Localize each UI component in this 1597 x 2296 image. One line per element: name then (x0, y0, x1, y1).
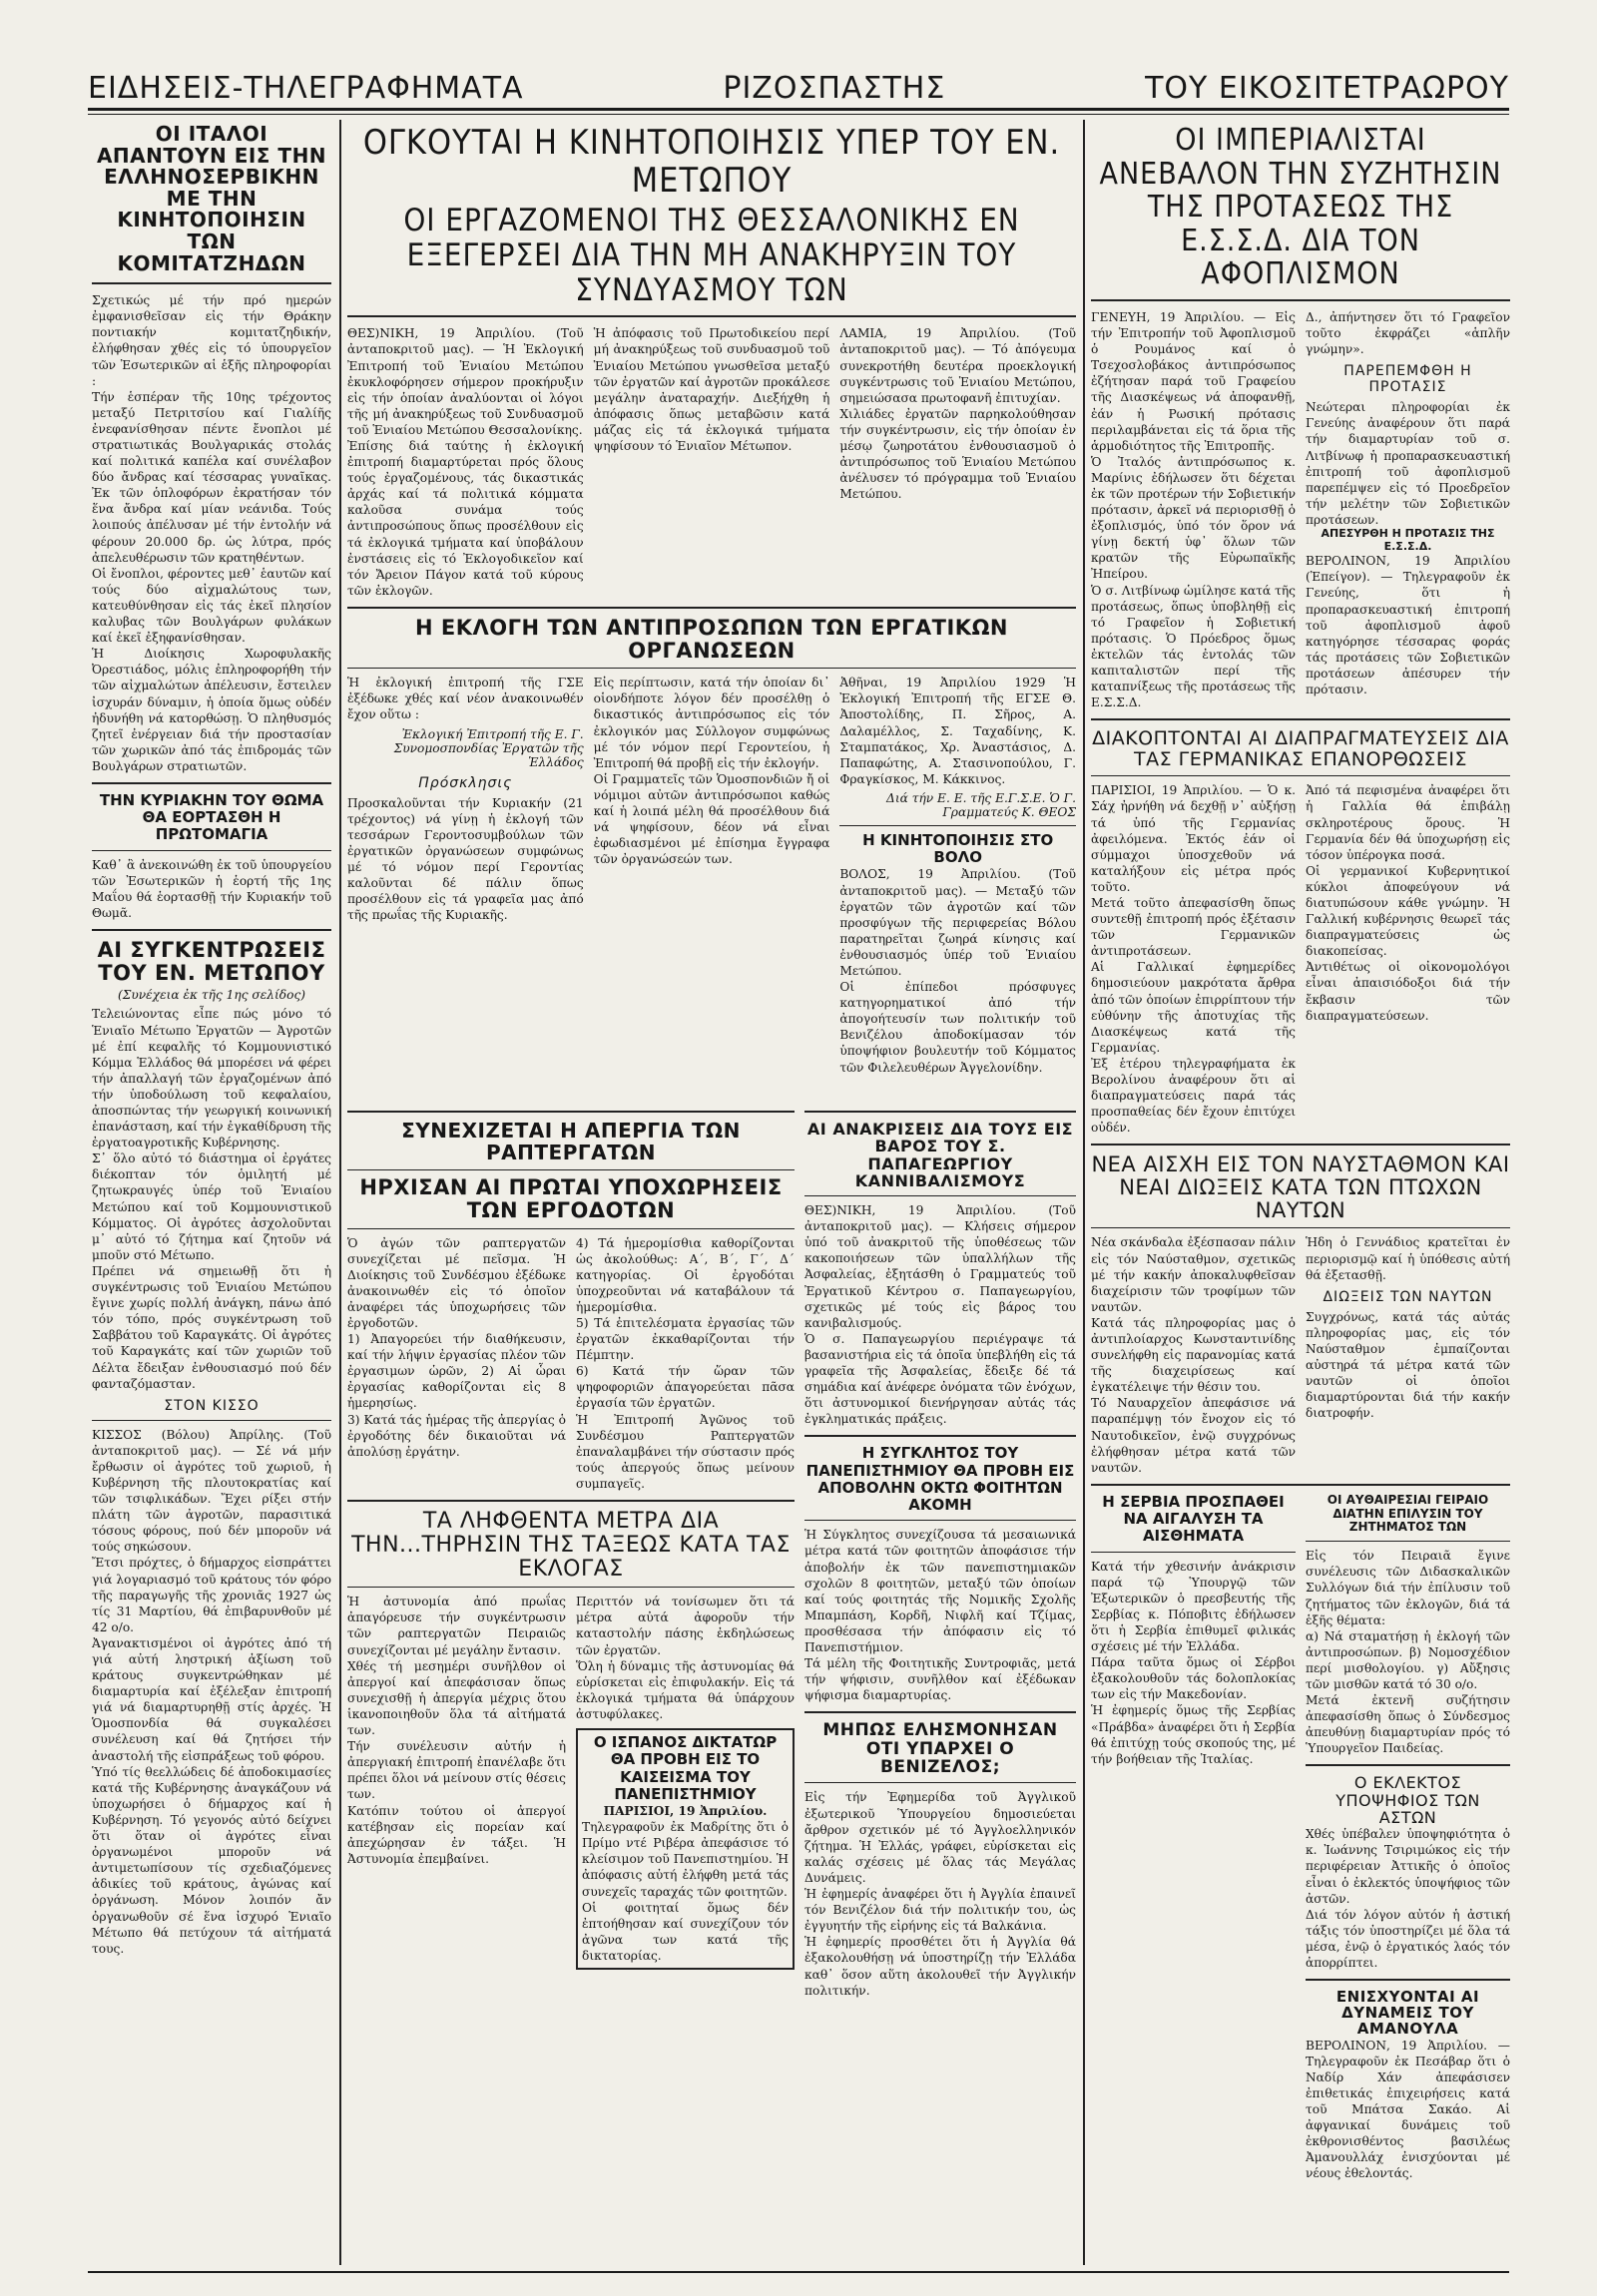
article-paragraph: Εἰς τήν Ἐφημερίδα τοῦ Ἀγγλικοῦ ἐξωτερικοῦ Ὑπουργείου δημοσιεύεται ἄρθρον σχετικόν μέ τό Ἀγγλοελληνικόν ζήτημα. Ἡ Ἐλλάς, γράφει, εὑρίσκεται εἰς καλάς σχέσεις μέ ὅλας τάς Μεγάλας Δυνάμεις. (804, 1790, 1076, 1885)
article-paragraph: Οἱ ἐπίπεδοι πρόσφυγες κατηγορηματικοί ἀπό τήν ἀπογοήτευσίν των πολιτικήν τοῦ Βενιζέλου ἀποδοκίμασαν τόν ὑποψήφιον βουλευτήν τοῦ Κόμματος τῶν Φιλελευθέρων Ἀγγελονίδην. (839, 980, 1077, 1075)
article-paragraph: Διά τόν λόγον αὐτόν ἡ ἀστική τάξις τόν ὑποστηρίζει μέ ὅλα τά μέσα, ἐνῷ ὁ ἐργατικός λαός τόν ἀπορρίπτει. (1306, 1907, 1510, 1970)
article-paragraph: Κατά τάς πληροφορίας μας ὁ ἀντιπλοίαρχος Κωνσταντινίδης συνελήφθη εἰς παρανομίας κατά τῆς διαχειρίσεως καί ἐγκατέλειψε τήν θέσιν του. (1091, 1315, 1296, 1395)
main-story (347, 123, 1077, 1075)
article-paragraph: Πάρα ταῦτα ὅμως οἱ Σέρβοι ἐξακολουθοῦν τάς δολοπλοκίας των εἰς τήν Μακεδονίαν. (1091, 1655, 1296, 1702)
article-paragraph: ΒΕΡΟΛΙΝΟΝ, 19 Ἀπριλίου. — Τηλεγραφοῦν ἐκ Πεσάβαρ ὅτι ὁ Ναδίρ Χάν ἀπεφάσισεν ἐπιθετικάς ἐπιχειρήσεις κατά τοῦ Μπάτσα Σακάο. Αἱ ἀφγανικαί δυνάμεις τοῦ ἐκθρονισθέντος βασιλέως Ἀμανουλλάχ ἐνισχύονται μέ νέους ἐθελοντάς. (1306, 2038, 1510, 2181)
headline-candidate: Ο ΕΚΛΕΚΤΟΣ ΥΠΟΨΗΦΙΟΣ ΤΩΝ ΑΣΤΩΝ (1335, 1773, 1480, 1827)
column-right (1091, 124, 1510, 2269)
headline-naval-base: ΝΕΑ ΑΙΣΧΗ ΕΙΣ ΤΟΝ ΝΑΥΣΤΑΘΜΟΝ ΚΑΙ ΝΕΑΙ ΔΙΩΞΕΙΣ ΚΑΤΑ ΤΩΝ ΠΤΩΧΩΝ ΝΑΥΤΩΝ (1091, 1152, 1510, 1222)
subheadline-employers: ΗΡΧΙΣΑΝ ΑΙ ΠΡΩΤΑΙ ΥΠΟΧΩΡΗΣΕΙΣ ΤΩΝ ΕΡΓΟΔΟΤΩΝ (359, 1175, 783, 1222)
top-rule-thin (88, 114, 1509, 115)
article-paragraph: ΒΟΛΟΣ, 19 Ἀπριλίου. (Τοῦ ἀνταποκριτοῦ μας). — Μεταξύ τῶν ἐργατῶν τῶν ἀγροτῶν καί τῶν προσφύγων τῆς περιφερείας Βόλου παρατηρεῖται ζωηρά κίνησις καί ἐνθουσιασμός ὑπέρ τοῦ Ἑνιαίου Μετώπου. (839, 867, 1077, 978)
article-paragraph: Ὁ σ. Παπαγεωργίου περιέγραψε τά βασανιστήρια εἰς τά ὁποῖα ὑπεβλήθη εἰς τά γραφεῖα τῆς Ἀσφαλείας, ἔδειξε δέ τά σημάδια καί ἀνέφερε ὀνόματα τῶν ἐνόχων, ὅτι ἀστυνομικοί διενήργησαν αὐτάς τάς ἐγκληματικάς πράξεις. (804, 1331, 1076, 1427)
article-paragraph: Ὅλη ἡ δύναμις τῆς ἀστυνομίας θά εὑρίσκεται εἰς ἐπιφυλακήν. Εἰς τά ἐκλογικά τμήματα θά ὑπάρχουν ἀστυφύλακες. (576, 1658, 795, 1721)
article-paragraph: Συγχρόνως, κατά τάς αὐτάς πληροφορίας μας, εἰς τόν Ναύσταθμον ἐμπαίζονται αὐστηρά τά μέτρα κατά τῶν ναυτῶν οἱ ὁποῖοι διαμαρτύρονται διά τήν κακήν διατροφήν. (1306, 1309, 1510, 1421)
bottom-rule (88, 2271, 1509, 2273)
signature: Διά τήν Ε. Ε. τῆς Ε.Γ.Σ.Ε. Ὁ Γ. Γραμματεύς Κ. ΘΕΟΣ (886, 790, 1077, 819)
article-paragraph: 5) Τά ἐπιτελέσματα ἐργασίας τῶν ἐργατῶν ἐκκαθαρίζονται τήν Πέμπτην. (576, 1316, 795, 1363)
article-paragraph: 6) Κατά τήν ὥραν τῶν ψηφοφοριῶν ἀπαγορεύεται πᾶσα ἐργασία τῶν ἐργατῶν. (576, 1364, 795, 1411)
article-paragraph: Ἀγανακτισμένοι οἱ ἀγρότες ἀπό τή γιά αὐτή ληστρική ἀξίωση τοῦ κράτους συγκεντρώθηκαν μέ διαμαρτυρία καί ἐξέλεξαν ἐπιτροπή γιά νά διαμαρτυρηθῇ στίς ἀρχές. Ἡ Ὁμοσπονδία θά συγκαλέσει συνέλευση καί θά ζητήσει τήν ἀναστολή τῆς εἰσπράξεως τοῦ φόρου. (92, 1635, 331, 1763)
article-paragraph: Ἡ ἐκλογική ἐπιτροπή τῆς ΓΣΕ ἐξέδωκε χθές καί νέον ἀνακοινωθέν ἔχον οὕτω : (347, 676, 584, 722)
article-paragraph: ΘΕΣ)ΝΙΚΗ, 19 Ἀπριλίου. (Τοῦ ἀνταποκριτοῦ μας). — Κλήσεις σήμερον ὑπό τοῦ ἀνακριτοῦ τῆς ὑποθέσεως τῶν κακοποιήσεων τῶν ὑπαλλήλων τῆς Ἀσφαλείας, ἐξητάσθη ὁ Γραμματεύς τοῦ Ἐργατικοῦ Κέντρου σ. Παπαγεωργίου, σχετικῶς μέ τούς εἰς βάρος του κανιβαλισμούς. (804, 1203, 1076, 1330)
subhead-kissos: ΣΤΟΝ ΚΙΣΣΟ (164, 1397, 260, 1414)
headline-rallies: ΑΙ ΣΥΓΚΕΝΤΡΩΣΕΙΣ ΤΟΥ ΕΝ. ΜΕΤΩΠΟΥ (97, 938, 326, 985)
article-paragraph: Οἱ φοιτηταί ὅμως δέν ἐπτοήθησαν καί συνεχίζουν τόν ἀγῶνα των κατά τῆς δικτατορίας. (582, 1900, 789, 1963)
section-label: ΕΙΔΗΣΕΙΣ-ΤΗΛΕΓΡΑΦΗΜΑΤΑ (88, 71, 524, 106)
article-paragraph: Τήν ἑσπέραν τῆς 10ης τρέχοντος μεταξύ Πετριτσίου καί Γιαλίῆς ἐνεφανίσθησαν πέντε ἔνοπλοι μέ στρατιωτικάς Βουλγαρικάς στολάς καί πολιτικά καπέλα καί συνέλαβον δύο ἄνδρας καί τέσσαρας γυναῖκας. Ἐκ τῶν ὁπλοφόρων ἐκρατήσαν τόν ἕνα ἄνδρα καί μίαν νεάνιδα. Τούς λοιπούς ἀπέλυσαν μέ τήν ἐντολήν νά φέρουν 20.000 δρ. ὡς λύτρα, πρός ἀπελευθέρωσιν τῶν κρατηθέντων. (92, 389, 331, 565)
running-head (88, 66, 1509, 106)
section-label-right: ΤΟΥ ΕΙΚΟΣΙΤΕΤΡΑΩΡΟΥ (1145, 71, 1509, 106)
article-paragraph: Ἡ ἐφημερίς προσθέτει ὅτι ἡ Ἀγγλία θά ἐξακολουθήσῃ νά ὑποστηρίζῃ τήν Ἑλλάδα καθ᾽ ὅσον αὕτη ἀκολουθεῖ τήν Ἀγγλικήν πολιτικήν. (804, 1935, 1076, 1998)
subhead-referred: ΠΑΡΕΠΕΜΦΘΗ Η ΠΡΟΤΑΣΙΣ (1343, 363, 1472, 396)
headline-venizelos: ΜΗΠΩΣ ΕΛΗΣΜΟΝΗΣΑΝ ΟΤΙ ΥΠΑΡΧΕΙ Ο ΒΕΝΙΖΕΛΟΣ; (822, 1720, 1058, 1778)
article-paragraph: Τά μέλη τῆς Φοιτητικῆς Συντροφιᾶς, μετά τήν ψήφισιν, συνῆλθον καί ἐξέδωκαν ψήφισμα διαμαρτυρίας. (804, 1656, 1076, 1703)
article-paragraph: Ἡ ἀστυνομία ἀπό πρωΐας ἀπαγόρευσε τήν συγκέντρωσιν τῶν ραπτεργατῶν Πειραιῶς συνεχίζονται μέ μεγάλην ἔντασιν. (347, 1595, 566, 1657)
article-paragraph: 4) Τά ἡμερομίσθια καθορίζονται ὡς ἀκολούθως: Α΄, Β΄, Γ΄, Δ΄ κατηγορίας. Οἱ ἐργοδόται ὑποχρεοῦνται νά καταβάλουν τά ἡμερομίσθια. (576, 1235, 795, 1314)
article-paragraph: Δ., ἀπήντησεν ὅτι τό Γραφεῖον τοῦτο ἐκφράζει «ἁπλῆν γνώμην». (1306, 309, 1510, 357)
column-left (92, 124, 331, 2269)
article-paragraph: Ἔτσι πρόχτες, ὁ δήμαρχος εἰσπράττει γιά λογαριασμό τοῦ κράτους τόν φόρο τῆς παραγωγῆς τῆς χρονιᾶς 1927 ὡς τίς 31 Μαρτίου, θά ἐπιβαρυνθοῦν μέ 42 ο/ο. (92, 1556, 331, 1634)
article-paragraph: Ὁ Ἰταλός ἀντιπρόσωπος κ. Μαρίνις ἐδήλωσεν ὅτι δέχεται ἐκ τῶν προτέρων τήν Σοβιετικήν πρότασιν, ἀρκεῖ νά περιορισθῇ ὁ ἐξοπλισμός, ὑπό τόν ὅρον νά γίνῃ δεκτή ὑφ᾽ ὅλων τῶν κρατῶν τῆς Εὐρωπαϊκῆς Ἠπείρου. (1091, 454, 1296, 582)
article-paragraph: Περιττόν νά τονίσωμεν ὅτι τά μέτρα αὐτά ἀφοροῦν τήν καταστολήν πάσης ἐκδηλώσεως τῶν ἐργατῶν. (576, 1595, 795, 1657)
article-paragraph: ΓΕΝΕΥΗ, 19 Ἀπριλίου. — Εἰς τήν Ἐπιτροπήν τοῦ Ἀφοπλισμοῦ ὁ Ρουμάνος καί ὁ Τσεχοσλοβάκος ἀντιπρόσωπος ἐζήτησαν παρά τοῦ Γραφείου τῆς Διασκέψεως νά ἀποφανθῇ, ἐάν ἡ Ρωσική πρότασις περιλαμβάνεται εἰς τά ὅρια τῆς ἁρμοδιότητος τῆς Ἐπιτροπῆς. (1091, 309, 1296, 453)
continuation-note: (Συνέχεια ἐκ τῆς 1ης σελίδος) (117, 988, 306, 1003)
newspaper-name: ΡΙΖΟΣΠΑΣΤΗΣ (723, 71, 946, 106)
headline-may-day: ΤΗΝ ΚΥΡΙΑΚΗΝ ΤΟΥ ΘΩΜΑ ΘΑ ΕΟΡΤΑΣΘΗ Η ΠΡΩΤΟΜΑΓΙΑ (99, 790, 324, 844)
article-paragraph: Ἡ Ἐπιτροπή Ἀγῶνος τοῦ Συνδέσμου Ραπτεργατῶν ἐπαναλαμβάνει τήν σύστασιν πρός τούς ἀπεργούς ὅπως μείνουν συμπαγεῖς. (576, 1412, 795, 1491)
headline-italians: ΟΙ ΙΤΑΛΟΙ ΑΠΑΝΤΟΥΝ ΕΙΣ ΤΗΝ ΕΛΛΗΝΟΣΕΡΒΙΚΗΝ ΜΕ ΤΗΝ ΚΙΝΗΤΟΠΟΙΗΣΙΝ ΤΩΝ ΚΟΜΙΤΑΤΖΗΔΩΝ (96, 122, 327, 275)
article-paragraph: Τηλεγραφοῦν ἐκ Μαδρίτης ὅτι ὁ Πρίμο ντέ Ριβέρα ἀπεφάσισε τό κλείσιμον τοῦ Πανεπιστημίου. Ἡ ἀπόφασις αὐτή ἐλήφθη μετά τάς συνεχεῖς ταραχάς τῶν φοιτητῶν. (582, 1820, 789, 1899)
article-paragraph: Νέα σκάνδαλα ἐξέσπασαν πάλιν εἰς τόν Ναύσταθμον, σχετικῶς μέ τήν κακήν ἀποκαλυφθεῖσαν διαχείρισιν τῶν τροφίμων τῶν ναυτῶν. (1091, 1235, 1296, 1314)
article-paragraph: Τελειώνοντας εἶπε πώς μόνο τό Ἑνιαῖο Μέτωπο Ἐργατῶν — Ἀγροτῶν μέ ἐπί κεφαλῆς τό Κομμουνιστικό Κόμμα Ἑλλάδος θά μπορέσει νά φέρει τήν ἀπαλλαγή τῶν ἐργαζομένων ἀπό τήν ὑποδούλωση τοῦ κεφαλαίου, ἀποσπώντας τήν γεωργική κοινωνική ἐπανάσταση, καί τήν ἐγκαθίδρυση τῆς ἐργατοαγροτικῆς Κυβέρνησης. (92, 1007, 331, 1150)
headline-university: Η ΣΥΓΚΛΗΤΟΣ ΤΟΥ ΠΑΝΕΠΙΣΤΗΜΙΟΥ ΘΑ ΠΡΟΒΗ ΕΙΣ ΑΠΟΒΟΛΗΝ ΟΚΤΩ ΦΟΙΤΗΤΩΝ ΑΚΟΜΗ (805, 1444, 1075, 1515)
box-spanish-dictator (576, 1728, 795, 1970)
article-paragraph: Ἐξ ἑτέρου τηλεγραφήματα ἐκ Βερολίνου ἀναφέρουν ὅτι αἱ διαπραγματεύσεις παρά τάς προσπαθείας δέν ἔχουν ἐπιτύχει οὐδέν. (1091, 1056, 1296, 1136)
headline-volos: Η ΚΙΝΗΤΟΠΟΙΗΣΙΣ ΣΤΟ ΒΟΛΟ (862, 830, 1054, 867)
article-paragraph: Αἱ Γαλλικαί ἐφημερίδες δημοσιεύουν μακρότατα ἄρθρα ἀπό τῶν ὁποίων ἐπιρρίπτουν τήν εὐθύνην τῆς ἀποτυχίας τῆς Διασκέψεως κατά τῆς Γερμανίας. (1091, 960, 1296, 1055)
article-paragraph: Εἰς περίπτωσιν, κατά τήν ὁποίαν δι᾽ οἱονδήποτε λόγον δέν προσέλθῃ ὁ δικαστικός ἀντιπρόσωπος εἰς τόν ἐκλογικόν μας Σύλλογον συμφώνως μέ τόν νόμον περί Γεροντείου, ἡ Ἐπιτροπή θά προβῇ εἰς τήν ἐκλογήν. (593, 676, 830, 770)
article-paragraph: Προσκαλοῦνται τήν Κυριακήν (21 τρέχοντος) νά γίνῃ ἡ ἐκλογή τῶν τεσσάρων Γεροντοσυμβούλων τῶν ἐργατικῶν ὀργανώσεων συμφώνως μέ τό νόμον περί Γεροντίας καλοῦνται δέ πάλιν ὅπως προσέλθουν εἰς τά γραφεῖα μας ἀπό τῆς πρωΐας τῆς Κυριακῆς. (347, 795, 584, 923)
article-paragraph: Σ᾽ ὅλο αὐτό τό διάστημα οἱ ἐργάτες διέκοπταν τόν ὁμιλητή μέ ζητωκραυγές ὑπέρ τοῦ Ἑνιαίου Μετώπου καί τοῦ Κομμουνιστικοῦ Κόμματος. Οἱ ἀγρότες ἀσχολοῦνται μ᾽ αὐτό τό ζήτημα καί ζητοῦν νά μποῦν στό Μέτωπο. (92, 1151, 331, 1262)
signature: Ἐκλογική Ἐπιτροπή τῆς Ε. Γ. Συνομοσπονδίας Ἐργατῶν τῆς Ἑλλάδος (393, 726, 584, 769)
article-paragraph: Πρέπει νά σημειωθῇ ὅτι ἡ συγκέντρωσις τοῦ Ἑνιαίου Μετώπου ἔγινε χωρίς πολλή ἀνάγκη, πάνω ἀπό τόν τόπο, πρός συγκέντρωση τοῦ Σαββάτου τοῦ Καραγκάτς. Οἱ ἀγρότες τοῦ Καραγκάτς καί τῶν χωριῶν τοῦ Δέλτα ἔδειξαν ἐνθουσιασμό πού δέν φανταζόμασταν. (92, 1263, 331, 1391)
strike-story (347, 1103, 795, 2270)
article-paragraph: Κατόπιν τούτου οἱ ἀπεργοί κατέβησαν εἰς πορείαν καί ἀπεχώρησαν ἐν τάξει. Ἡ Ἀστυνομία ἐπεμβαίνει. (347, 1803, 566, 1866)
headline-spanish-dictator: Ο ΙΣΠΑΝΟΣ ΔΙΚΤΑΤΩΡ ΘΑ ΠΡΟΒΗ ΕΙΣ ΤΟ ΚΑΙΣΕΙΣΜΑ ΤΟΥ ΠΑΝΕΠΙΣΤΗΜΙΟΥ (593, 1733, 778, 1803)
article-paragraph: Κατά τήν χθεσινήν ἀνάκρισιν παρά τῷ Ὑπουργῷ τῶν Ἐξωτερικῶν ὁ πρεσβευτής τῆς Σερβίας κ. Πόποβιτς ἐδήλωσεν ὅτι ἡ Σερβία ἐπιθυμεῖ φιλικάς σχέσεις μέ τήν Ἑλλάδα. (1091, 1559, 1296, 1654)
article-paragraph: Σχετικώς μέ τήν πρό ημερών ἐμφανισθεῖσαν εἰς τήν Θράκην ποντιακήν κομιτατζηδικήν, ἐλήφθησαν χθές εἰς τό ὑπουργεῖον τῶν Ἐσωτερικῶν αἱ ἑξῆς πληροφορίαι : (92, 293, 331, 388)
article-paragraph: Εἰς τόν Πειραιᾶ ἔγινε συνέλευσις τῶν Διδασκαλικῶν Συλλόγων διά τήν ἐπίλυσιν τοῦ ζητήματος τῶν ἐκλογῶν, διά τά ἑξῆς θέματα: (1306, 1549, 1510, 1627)
top-rule (88, 108, 1509, 111)
headline-election-reps: Η ΕΚΛΟΓΗ ΤΩΝ ΑΝΤΙΠΡΟΣΩΠΩΝ ΤΩΝ ΕΡΓΑΤΙΚΩΝ ΟΡΓΑΝΩΣΕΩΝ (414, 615, 1008, 663)
article-paragraph: Ὑπό τίς θεελλώδεις δέ ἀποδοκιμασίες κατά τῆς Κυβέρνησης ἀναγκάζουν νά ὑποχωρήσει ὁ δήμαρχος καί ἡ Κυβέρνηση. Τό γεγονός αὐτό δείχνει ὅτι ὅταν οἱ ἀγρότες εἶναι ὀργανωμένοι μποροῦν νά ἀντιμετωπίσουν τίς σχεδιαζόμενες ἀδικίες τοῦ κράτους, ἀγώνας καί ὀργάνωση. Μόνον λοιπόν ἄν ὀργανωθοῦν σέ ἕνα ἰσχυρό Ἑνιαῖο Μέτωπο θά πετύχουν τά αἰτήματά τους. (92, 1764, 331, 1956)
article-paragraph: ΒΕΡΟΛΙΝΟΝ, 19 Ἀπριλίου (Ἐπείγον). — Τηλεγραφοῦν ἐκ Γενεύης, ὅτι ἡ προπαρασκευαστική ἐπιτροπή τοῦ ἀφοπλισμοῦ ἀφοῦ κατηγόρησε τέσσαρας φοράς τάς προτάσεις τῶν Σοβιετικῶν προτάσεων ἀπέσυρεν τήν πρότασιν. (1306, 554, 1510, 697)
headline-reparations: ΔΙΑΚΟΠΤΟΝΤΑΙ ΑΙ ΔΙΑΠΡΑΓΜΑΤΕΥΣΕΙΣ ΔΙΑ ΤΑΣ ΓΕΡΜΑΝΙΚΑΣ ΕΠΑΝΟΡΘΩΣΕΙΣ (1092, 727, 1509, 770)
article-paragraph: Οἱ ἔνοπλοι, φέροντες μεθ᾽ ἑαυτῶν καί τούς δύο αἰχμαλώτους των, κατευθύνθησαν εἰς τάς ἐκεῖ πλησίον καλυβας τῶν Βουλγάρων φυλάκων καί ἐκεῖ ἐξηφανίσθησαν. (92, 566, 331, 646)
subhead-withdrawn: ΑΠΕΣΥΡΘΗ Η ΠΡΟΤΑΣΙΣ ΤΗΣ Ε.Σ.Σ.Δ. (1321, 527, 1495, 553)
article-paragraph: Χιλιάδες ἐργατῶν παρηκολούθησαν τήν συγκέντρωσιν, εἰς τήν ὁποίαν ἐν μέσῳ ζωηροτάτου ἐνθουσιασμοῦ ὁ ἀντιπρόσωπος τοῦ Ἑνιαίου Μετώπου ἀνέλυσεν τό πρόγραμμα τοῦ Ἑνιαίου Μετώπου. (839, 406, 1077, 502)
article-paragraph: Νεώτεραι πληροφορίαι ἐκ Γενεύης ἀναφέρουν ὅτι παρά τήν διαμαρτυρίαν τοῦ σ. Λιτβίνωφ ἡ προπαρασκευαστική ἐπιτροπή τοῦ ἀφοπλισμοῦ παρεπέμψεν εἰς τό Προεδρεῖον τήν μελέτην τῶν Σοβιετικῶν προτάσεων. (1306, 400, 1510, 527)
article-paragraph: Ἡ Σύγκλητος συνεχίζουσα τά μεσαιωνικά μέτρα κατά τῶν φοιτητῶν ἀποφάσισε τήν ἀποβολήν ἐκ τῶν πανεπιστημιακῶν σχολῶν 8 φοιτητῶν, μεταξύ τῶν ὁποίων καί τούς φοιτητάς τῆς Νομικῆς Σχολῆς Μπαμπάση, Κορδῆ, Νιφλῆ καί Τζίμας, προσθέσασα τήν ἀπόφασιν εἰς τό Πανεπιστήμιον. (804, 1528, 1076, 1655)
headline-papageorgiou: ΑΙ ΑΝΑΚΡΙΣΕΙΣ ΔΙΑ ΤΟΥΣ ΕΙΣ ΒΑΡΟΣ ΤΟΥ Σ. ΠΑΠΑΓΕΩΡΓΙΟΥ ΚΑΝΝΙΒΑΛΙΣΜΟΥΣ (806, 1120, 1074, 1190)
article-paragraph: Ἀντιθέτως οἱ οἰκονομολόγοι εἶναι ἀπαισιόδοξοι διά τήν ἔκβασιν τῶν διαπραγματεύσεων. (1306, 960, 1510, 1023)
article-paragraph: ΚΙΣΣΟΣ (Βόλου) Ἀπρίλης. (Τοῦ ἀνταποκριτοῦ μας). — Σέ νά μήν ἔρθωσιν οἱ ἀγρότες τοῦ χωριοῦ, ἡ Κυβέρνηση τῆς πλουτοκρατίας καί τῶν τσιφλικάδων. Ἔχει ρίξει στήν πλάτη τῶν ἀγροτῶν, παρασιτικά τόσους φόρους, πού δέν μποροῦν νά τούς σηκώσουν. (92, 1427, 331, 1555)
column-divider (339, 120, 341, 2265)
article-paragraph: Ὁ σ. Λιτβίνωφ ὡμίλησε κατά τῆς προτάσεως, ὅπως ὑποβληθῇ εἰς τό Γραφεῖον ἡ Σοβιετική πρότασις. Ὁ Πρόεδρος ὅμως ἐκτελῶν τάς ἐντολάς τῶν καπιταλιστῶν περί τῆς καταπνίξεως τῆς προτάσεως τῆς Ε.Σ.Σ.Δ. (1091, 583, 1296, 710)
headline-serbia: Η ΣΕΡΒΙΑ ΠΡΟΣΠΑΘΕΙ ΝΑ ΑΙΓΑΛΥΣΗ ΤΑ ΑΙΣΘΗΜΑΤΑ (1102, 1492, 1285, 1546)
article-paragraph: ΘΕΣ)ΝΙΚΗ, 19 Ἀπριλίου. (Τοῦ ἀνταποκριτοῦ μας). — Ἡ Ἐκλογική Ἐπιτροπή τοῦ Ἑνιαίου Μετώπου ἐκυκλοφόρησεν σήμερον προκήρυξιν εἰς τήν ὁποίαν ἀναλύονται οἱ λόγοι τῆς μή ἀνακηρύξεως τοῦ Συνδυασμοῦ τοῦ Ἑνιαίου Μετώπου Θεσσαλονίκης. (347, 326, 584, 437)
article-paragraph: Τό Ναυαρχεῖον ἀπεφάσισε νά παραπέμψῃ τόν ἔνοχον εἰς τό Ναυτοδικεῖον, ἐνῷ συγχρόνως ἐλήφθησαν μέτρα κατά τῶν ναυτῶν. (1091, 1396, 1296, 1475)
article-paragraph: Ἡ ἐφημερίς ἀναφέρει ὅτι ἡ Ἀγγλία ἐπαινεῖ τόν Βενιζέλον διά τήν πολιτικήν του, ὡς ἐγγυητήν τῆς εἰρήνης εἰς τά Βαλκάνια. (804, 1887, 1076, 1934)
article-paragraph: Ἡ ἐφημερίς ὅμως τῆς Σερβίας «Πράβδα» ἀναφέρει ὅτι ἡ Σερβία θά ἐπιτύχῃ τούς σκοπούς της, μέ τήν βοήθειαν τῆς Ἰταλίας. (1091, 1703, 1296, 1766)
caption-invitation: Πρόσκλησις (418, 774, 513, 791)
article-paragraph: ΠΑΡΙΣΙΟΙ, 19 Ἀπριλίου. — Ὁ κ. Σάχ ἠρνήθη νά δεχθῇ ν᾽ αὐξήσῃ τά ὑπό τῆς Γερμανίας ἀφειλόμενα. Ἐκτός ἐάν οἱ σύμμαχοι ὑποσχεθοῦν νά καταλήξουν εἰς μέτρα πρός τοῦτο. (1091, 783, 1296, 894)
article-paragraph: Ἐπίσης διά ταύτης ἡ ἐκλογική ἐπιτροπή διαμαρτύρεται πρός ὅλους τούς ἐργαζομένους, τάς δικαστικάς ἀρχάς καί τά πολιτικά κόμματα καλοῦσα συνάμα τούς ἀντιπροσώπους ὅπως προσέλθουν εἰς τά ἐκλογικά τμήματα καί ὑποβάλουν ἐνστάσεις εἰς τό Ἐκλογοδικεῖον καί τόν Ἄρειον Πάγον κατά τοῦ κύρους τῶν ἐκλογῶν. (347, 438, 584, 598)
article-paragraph: Χθές ὑπέβαλεν ὑποψηφιότητα ὁ κ. Ἰωάννης Τσιριμώκος εἰς τήν περιφέρειαν Ἀττικῆς ὁ ὁποῖος εἶναι ὁ ἐκλεκτός ὑποψήφιος τῶν ἀστῶν. (1306, 1827, 1510, 1906)
headline-mobilization: ΟΓΚΟΥΤΑΙ Η ΚΙΝΗΤΟΠΟΙΗΣΙΣ ΥΠΕΡ ΤΟΥ ΕΝ. ΜΕΤΩΠΟΥ (362, 123, 1061, 202)
subheadline-thessaloniki: ΟΙ ΕΡΓΑΖΟΜΕΝΟΙ ΤΗΣ ΘΕΣΣΑΛΟΝΙΚΗΣ ΕΝ ΕΞΕΓΕΡΣΕΙ ΔΙΑ ΤΗΝ ΜΗ ΑΝΑΚΗΡΥΞΙΝ ΤΟΥ ΣΥΝΔΥΑΣΜΟΥ ΤΩΝ (403, 203, 1020, 308)
article-paragraph: Χθές τή μεσημέρι συνῆλθον οἱ ἀπεργοί καί ἀπεφάσισαν ὅπως συνεχισθῇ ἡ ἀπεργία μέχρις ὅτου ἱκανοποιηθοῦν ὅλα τά αἰτήματά των. (347, 1658, 566, 1738)
article-paragraph: Τήν συνέλευσιν αὐτήν ἡ ἀπεργιακή ἐπιτροπή ἐπανέλαβε ὅτι πρέπει ὅλοι νά μείνουν στίς θέσεις των. (347, 1739, 566, 1802)
article-paragraph: Μετά τοῦτο ἀπεφασίσθη ὅπως συντεθῇ ἐπιτροπή πρός ἐξέτασιν τῶν Γερμανικῶν ἀντιπροτάσεων. (1091, 896, 1296, 959)
column-divider (1083, 120, 1085, 2265)
article-paragraph: 3) Κατά τάς ἡμέρας τῆς ἀπεργίας ὁ ἐργοδότης δέν δικαιοῦται νά ἀπολύσῃ ἐργάτην. (347, 1412, 566, 1459)
article-paragraph: α) Νά σταματήσῃ ἡ ἐκλογή τῶν ἀντιπροσώπων. β) Νομοσχέδιον περί μισθολογίου. γ) Αὔξησις τῶν μισθῶν κατά τό 30 ο/ο. (1306, 1628, 1510, 1691)
article-paragraph: Καθ᾽ ἃ ἀνεκοινώθη ἐκ τοῦ ὑπουργείου τῶν Ἐσωτερικῶν ἡ ἑορτή τῆς 1ης Μαΐου θά ἑορτασθῇ τήν Κυριακήν τοῦ Θωμᾶ. (92, 857, 331, 920)
headline-piraeus: ΟΙ ΑΥΘΑΙΡΕΣΙΑΙ ΓΕΙΡΑΙΟ ΔΙΑΤΗΝ ΕΠΙΛΥΣΙΝ ΤΟΥ ΖΗΤΗΜΑΤΟΣ ΤΩΝ (1327, 1492, 1489, 1535)
headline-amanullah: ΕΝΙΣΧΥΟΝΤΑΙ ΑΙ ΔΥΝΑΜΕΙΣ ΤΟΥ ΑΜΑΝΟΥΛΑ (1335, 1988, 1480, 2039)
dateline: ΠΑΡΙΣΙΟΙ, 19 Ἀπριλίου. (603, 1804, 768, 1819)
headline-imperialists: ΟΙ ΙΜΠΕΡΙΑΛΙΣΤΑΙ ΑΝΕΒΑΛΟΝ ΤΗΝ ΣΥΖΗΤΗΣΙΝ ΤΗΣ ΠΡΟΤΑΣΕΩΣ ΤΗΣ Ε.Σ.Σ.Δ. ΔΙΑ ΤΟΝ ΑΦΟΠΛΙΣΜΟΝ (1099, 123, 1502, 292)
article-paragraph: Ὁ ἀγών τῶν ραπτεργατῶν συνεχίζεται μέ πεῖσμα. Ἡ Διοίκησις τοῦ Συνδέσμου ἐξέδωκε ἀνακοινωθέν εἰς τό ὁποῖον ἀναφέρει τάς ὑποχωρήσεις τῶν ἐργοδοτῶν. (347, 1235, 566, 1330)
article-paragraph: 1) Ἀπαγορεύει τήν διαθήκευσιν, καί τήν λήψιν ἐργασίας πλέον τῶν ἐργασιμων ὡρῶν, 2) Αἱ ὧραι ἐργασίας καθορίζονται εἰς 8 ἡμερησίως. (347, 1332, 566, 1411)
article-paragraph: Ἡδη ὁ Γεννάδιος κρατεῖται ἐν περιορισμῷ καί ἡ ὑπόθεσις αὐτή θά ἐξετασθῇ. (1306, 1235, 1510, 1282)
article-paragraph: Οἱ γερμανικοί Κυβερνητικοί κύκλοι ἀποφεύγουν νά διατυπώσουν κάθε γνώμην. Ἡ Γαλλική κυβέρνησις θεωρεῖ τάς διαπραγματεύσεις ὡς διακοπείσας. (1306, 863, 1510, 959)
article-paragraph: ΛΑΜΙΑ, 19 Ἀπριλίου. (Τοῦ ἀνταποκριτοῦ μας). — Τό ἀπόγευμα συνεκροτήθη δευτέρα προεκλογική συγκέντρωσις τοῦ Ἑνιαίου Μετώπου, σημειώσασα πρωτοφανῆ ἐπιτυχίαν. (839, 326, 1077, 405)
article-paragraph: Ἡ Διοίκησις Χωροφυλακῆς Ὀρεστιάδος, μόλις ἐπληροφορήθη τήν τῶν αἰχμαλώτων ἀπέλευσιν, ἔστειλεν ἰσχυράν δύναμιν, ἡ ὁποία ὅμως οὐδέν ἠδυνήθη νά κατορθώσῃ. Ὁ πληθυσμός ζητεῖ ἐνέργειαν διά τήν προστασίαν τῶν χωρικῶν ἀπό τάς ἐπιδρομάς τῶν Βουλγάρων στρατιωτῶν. (92, 647, 331, 773)
article-paragraph: Μετά ἐκτενῆ συζήτησιν ἀπεφασίσθη ὅπως ὁ Σύνδεσμος ἀπευθύνῃ διαμαρτυρίαν πρός τό Ὑπουργεῖον Παιδείας. (1306, 1693, 1510, 1756)
headline-strike: ΣΥΝΕΧΙΖΕΤΑΙ Η ΑΠΕΡΓΙΑ ΤΩΝ ΡΑΠΤΕΡΓΑΤΩΝ (401, 1119, 741, 1164)
article-paragraph: Ἀπό τά πεφισμένα ἀναφέρει ὅτι ἡ Γαλλία θά ἐπιβάλῃ σκληροτέρους ὅρους. Ἡ Γερμανία δέν θά ὑποχωρήσῃ εἰς τόσον ὑπέρογκα ποσά. (1306, 783, 1510, 862)
column-investigation (804, 1103, 1076, 2270)
article-paragraph: Οἱ Γραμματεῖς τῶν Ὁμοσπονδιῶν ἤ οἱ νόμιμοι αὐτῶν ἀντιπρόσωποι καθώς καί ἡ λοιπά μέλη θά προσέλθουν διά νά ψηφίσουν, δέον νά εἶναι ἐφωδιασμένοι μέ ἐπίσημα ἔγγραφα τῶν ὀργανώσεών των. (593, 771, 830, 867)
article-paragraph: Ἀθῆναι, 19 Ἀπριλίου 1929 Ἡ Ἐκλογική Ἐπιτροπή τῆς ΕΓΣΕ Θ. Ἀποστολίδης, Π. Σῆρος, Α. Δαλαμέλλος, Σ. Ταχαδίνης, Κ. Σταμπατάκος, Χρ. Ἀναστάσιος, Δ. Παπαφώτης, Α. Στασινοπούλου, Γ. Φραγκίσκος, Μ. Κάκκινος. (839, 676, 1077, 786)
article-paragraph: Ἡ ἀπόφασις τοῦ Πρωτοδικείου περί μή ἀνακηρύξεως τοῦ συνδυασμοῦ τοῦ Ἑνιαίου Μετώπου γνωσθεῖσα μεταξύ τῶν ἐργατῶν καί ἀγροτῶν προκάλεσε μεγάλην ἀναταραχήν. Διεξήχθη ἡ ἀπόφασις ὅπως μεταβῶσιν κατά μάζας εἰς τά ἐκλογικά τμήματα ψηφίσουν τό Ἑνιαῖον Μέτωπον. (593, 326, 830, 453)
headline-order-measures: ΤΑ ΛΗΦΘΕΝΤΑ ΜΕΤΡΑ ΔΙΑ ΤΗΝ...ΤΗΡΗΣΙΝ ΤΗΣ ΤΑΞΕΩΣ ΚΑΤΑ ΤΑΣ ΕΚΛΟΓΑΣ (351, 1509, 791, 1582)
subhead-persecution: ΔΙΩΞΕΙΣ ΤΩΝ ΝΑΥΤΩΝ (1323, 1288, 1493, 1305)
